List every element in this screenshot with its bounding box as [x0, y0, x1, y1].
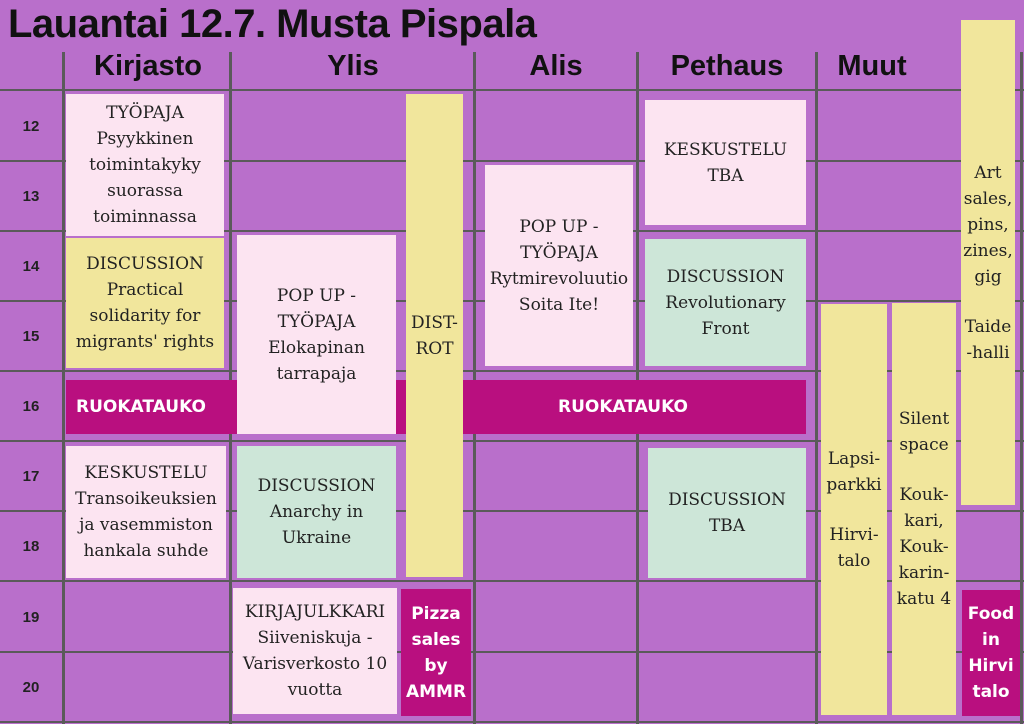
event-line: TBA: [708, 516, 746, 536]
event-line: POP UP -: [276, 285, 357, 306]
event-line: sales: [411, 629, 461, 650]
event-line: TBA: [707, 165, 744, 186]
event-line: parkki: [826, 474, 882, 495]
event-line: Revolutionary: [665, 292, 786, 313]
event-line: pins,: [967, 214, 1009, 235]
event-line: -halli: [966, 342, 1010, 363]
event-line: TYÖPAJA: [277, 311, 356, 332]
hour-label-20: 20: [22, 679, 40, 696]
hour-label-14: 14: [22, 258, 40, 275]
event-line: talo: [837, 550, 871, 571]
hour-label-16: 16: [22, 398, 40, 415]
event-line: TYÖPAJA: [106, 103, 184, 123]
event-line: KIRJAJULKKARI: [244, 602, 386, 622]
lunch-break-label: RUOKATAUKO: [76, 397, 206, 417]
grid-line: [0, 721, 1024, 723]
event-line: DISCUSSION: [86, 254, 204, 274]
event-line: TYÖPAJA: [520, 242, 598, 263]
event-line: DISCUSSION: [666, 266, 785, 287]
column-header-pethaus: Pethaus: [670, 50, 784, 82]
event-line: Transoikeuksien: [75, 489, 217, 509]
column-divider: [1020, 52, 1023, 724]
event-line: Varisverkosto 10: [242, 654, 388, 674]
event-kirjasto-keskustelu: [66, 446, 226, 578]
event-line: DIST-: [411, 312, 458, 333]
hour-label-19: 19: [22, 609, 40, 626]
event-line: KESKUSTELU: [663, 139, 788, 160]
column-header-alis: Alis: [529, 50, 583, 82]
event-line: Taide: [964, 316, 1012, 337]
event-line: kari,: [904, 511, 944, 531]
event-kirjasto-tyopaja: [66, 94, 224, 236]
lunch-break-label: RUOKATAUKO: [558, 397, 688, 417]
event-line: ROT: [415, 338, 454, 359]
event-line: KESKUSTELU: [84, 463, 208, 483]
event-line: POP UP -: [519, 216, 599, 237]
event-lapsiparkki: [821, 304, 887, 715]
event-line: sales,: [963, 188, 1013, 209]
event-line: Psyykkinen: [96, 129, 194, 149]
event-line: Food: [967, 604, 1015, 624]
page-title: Lauantai 12.7. Musta Pispala: [8, 2, 537, 46]
event-line: katu 4: [896, 589, 952, 609]
event-line: toimintakyky: [89, 155, 201, 175]
event-line: migrants' rights: [75, 332, 215, 352]
event-ylis-discussion: [237, 446, 396, 578]
event-line: in: [982, 630, 1000, 650]
event-ylis-kirjajulkkari: [233, 588, 397, 714]
event-line: Silent: [898, 409, 950, 429]
event-line: Front: [701, 318, 750, 339]
event-line: Kouk-: [899, 485, 949, 505]
grid-line: [0, 89, 1024, 91]
column-divider: [815, 52, 818, 724]
event-art-sales: [961, 20, 1015, 505]
event-line: suorassa: [107, 181, 183, 201]
event-line: karin-: [898, 563, 950, 583]
event-line: Kouk-: [899, 537, 949, 557]
event-line: Art: [974, 162, 1002, 183]
event-distrot: [406, 94, 463, 577]
event-line: Siiveniskuja -: [257, 628, 373, 648]
column-header-ylis: Ylis: [327, 50, 379, 82]
event-line: by: [424, 655, 448, 676]
event-line: Hirvi-: [829, 524, 879, 545]
column-divider: [62, 52, 65, 724]
event-line: Soita Ite!: [518, 294, 600, 315]
event-line: toiminnassa: [93, 207, 197, 227]
event-line: Anarchy in: [269, 502, 364, 522]
event-line: DISCUSSION: [668, 490, 786, 510]
event-kirjasto-discussion: [66, 238, 224, 368]
event-line: Elokapinan: [268, 337, 365, 358]
event-line: vuotta: [287, 680, 343, 700]
event-alis-popup: [485, 165, 633, 366]
event-line: hankala suhde: [83, 541, 209, 561]
event-pethaus-discussion-2: [648, 448, 806, 578]
hour-label-13: 13: [22, 188, 40, 205]
event-line: talo: [972, 682, 1010, 702]
event-line: tarrapaja: [276, 363, 357, 384]
event-line: Lapsi-: [827, 448, 881, 469]
event-line: space: [899, 435, 949, 455]
event-pethaus-discussion-1: [645, 239, 806, 366]
event-line: Pizza: [411, 603, 461, 624]
hour-label-18: 18: [22, 538, 40, 555]
event-line: DISCUSSION: [257, 476, 376, 496]
event-line: Ukraine: [281, 528, 352, 548]
event-line: ja vasemmiston: [79, 515, 213, 535]
event-line: Rytmirevoluutio: [489, 268, 629, 289]
column-header-muut: Muut: [837, 50, 907, 82]
event-silent-space: [892, 303, 956, 715]
hour-label-12: 12: [22, 118, 40, 135]
event-food: [962, 590, 1020, 716]
hour-label-17: 17: [22, 468, 40, 485]
event-pethaus-keskustelu: [645, 100, 806, 225]
event-pizza-sales: [401, 589, 471, 716]
hour-label-15: 15: [22, 328, 40, 345]
event-line: Practical: [106, 280, 184, 300]
event-line: Hirvi: [968, 656, 1014, 676]
column-header-kirjasto: Kirjasto: [94, 50, 202, 82]
event-line: zines,: [963, 240, 1013, 261]
event-line: AMMR: [405, 681, 467, 702]
event-line: solidarity for: [89, 306, 201, 326]
event-line: gig: [974, 266, 1002, 287]
event-ylis-popup: [237, 235, 396, 434]
